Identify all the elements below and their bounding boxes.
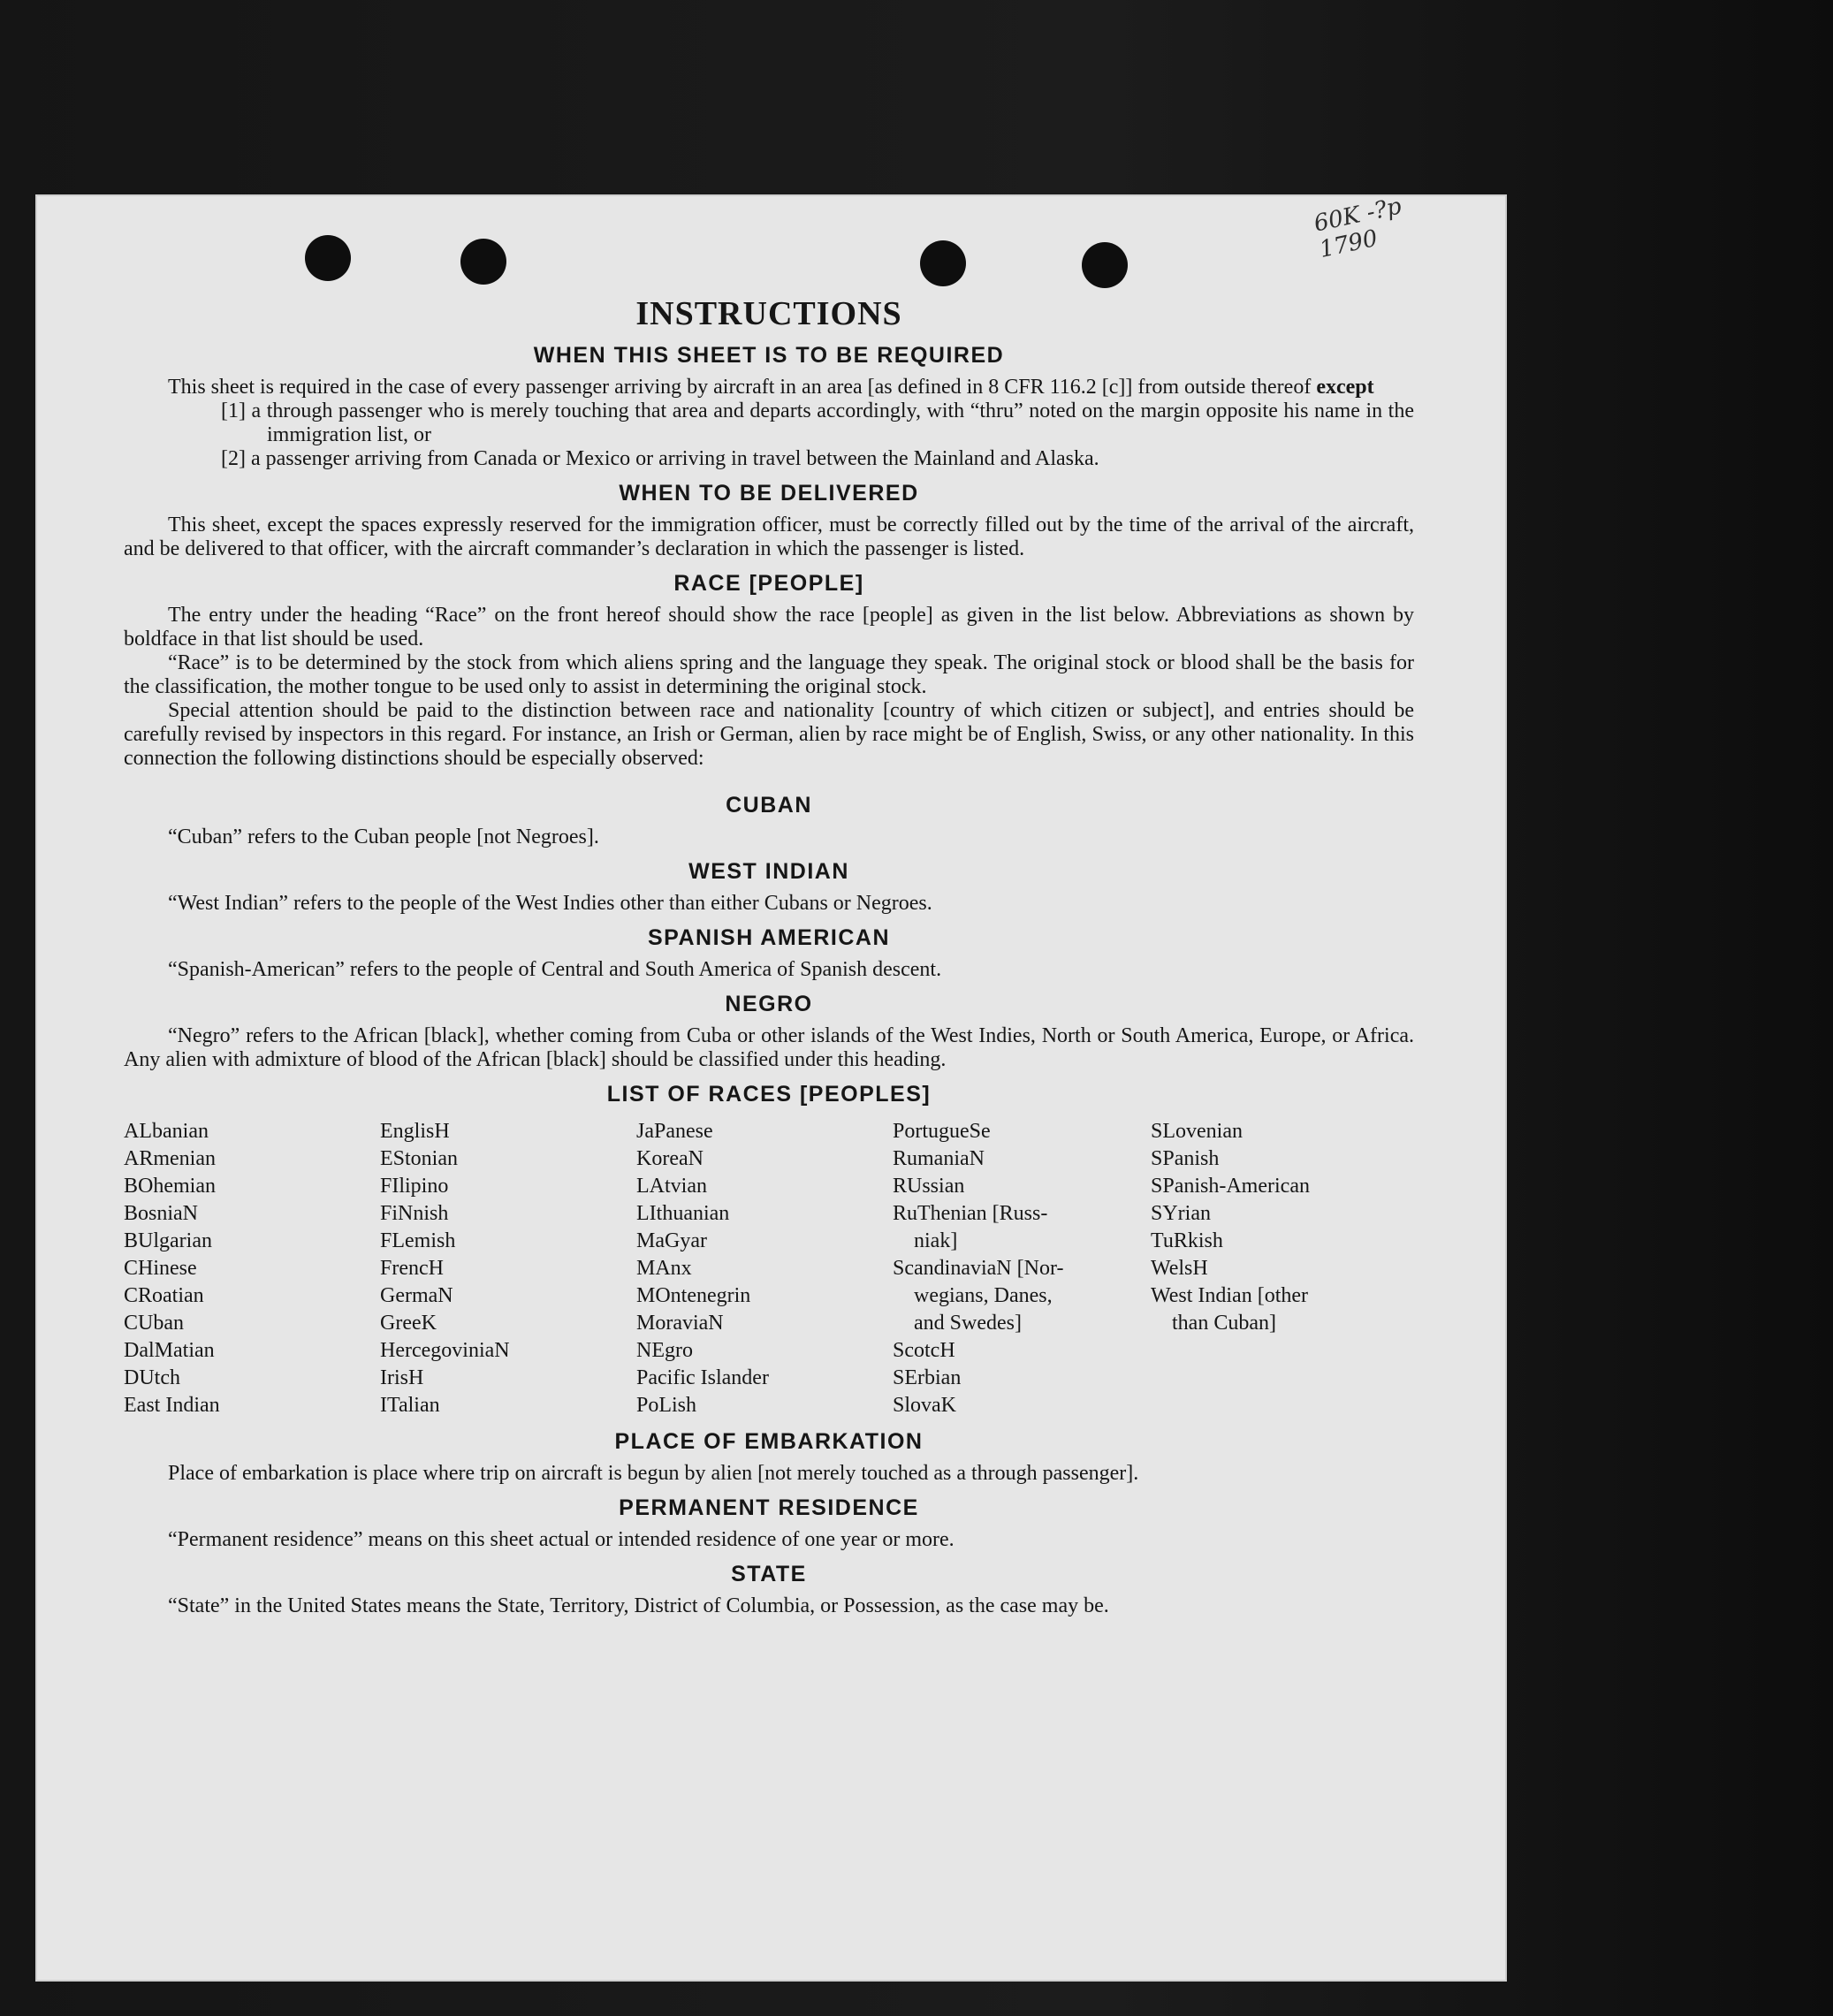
race-entry: BosniaN (124, 1202, 198, 1225)
race-entry: BOhemian (124, 1175, 216, 1198)
section-heading-residence: PERMANENT RESIDENCE (619, 1495, 919, 1520)
residence-text: “Permanent residence” means on this sheet actual or intended residence of one year or more. (168, 1528, 955, 1551)
race-entry: TuRkish (1151, 1229, 1223, 1252)
race-entry: HercegoviniaN (380, 1339, 510, 1362)
races-column-2 (380, 1118, 636, 1419)
required-intro (124, 376, 1414, 399)
section-heading-race: RACE [PEOPLE] (673, 571, 864, 596)
race-entry: CRoatian (124, 1284, 204, 1307)
races-column-3 (636, 1118, 893, 1419)
race-entry: FiNnish (380, 1202, 449, 1225)
race-entry: FrencH (380, 1257, 444, 1280)
race-paragraph-2: “Race” is to be determined by the stock from which aliens spring and the language they speak. The original stock or blood shall be the basis for the classification, the mother tongue to be used only to assist in determining the original stock. (124, 651, 1414, 698)
race-entry: MoraviaN (636, 1312, 724, 1335)
race-entry: NEgro (636, 1339, 693, 1362)
delivered-text: This sheet, except the spaces expressly reserved for the immigration officer, must be correctly filled out by the time of the arrival of the aircraft, and be delivered to that officer, with the aircraft commander’s declaration in which the passenger is listed. (124, 514, 1414, 560)
race-entry: RuThenian [Russ- (893, 1202, 1048, 1225)
punch-hole (460, 239, 506, 285)
punch-hole (920, 240, 966, 286)
race-entry: ITalian (380, 1394, 440, 1417)
race-entry: SPanish-American (1151, 1175, 1310, 1198)
race-entry: FLemish (380, 1229, 456, 1252)
races-column-1 (124, 1118, 380, 1419)
section-heading-cuban: CUBAN (726, 793, 812, 818)
negro-text: “Negro” refers to the African [black], whether coming from Cuba or other islands of the West Indies, North or South America, Europe, or Africa. Any alien with admixture of blood of the African [black] should be classified under this heading. (124, 1024, 1414, 1071)
section-heading-embarkation: PLACE OF EMBARKATION (614, 1429, 924, 1454)
races-list (124, 1118, 1414, 1419)
section-heading-required: WHEN THIS SHEET IS TO BE REQUIRED (533, 343, 1005, 368)
race-entry: SlovaK (893, 1394, 956, 1417)
race-entry: DUtch (124, 1366, 180, 1389)
race-entry: SYrian (1151, 1202, 1211, 1225)
section-heading-delivered: WHEN TO BE DELIVERED (619, 481, 919, 506)
race-entry: SLovenian (1151, 1120, 1243, 1143)
race-entry: ARmenian (124, 1147, 216, 1170)
required-intro-except: except (1311, 376, 1374, 399)
race-entry: KoreaN (636, 1147, 704, 1170)
race-entry: ALbanian (124, 1120, 209, 1143)
race-entry: Pacific Islander (636, 1366, 769, 1389)
race-entry: PoLish (636, 1394, 697, 1417)
race-paragraph-1: The entry under the heading “Race” on the front hereof should show the race [people] as given in the list below. Abbreviations as shown by boldface in that list should be used. (124, 604, 1414, 650)
section-heading-negro: NEGRO (725, 992, 813, 1016)
section-heading-list-of-races: LIST OF RACES [PEOPLES] (606, 1082, 932, 1107)
west-indian-text: “West Indian” refers to the people of the West Indies other than either Cubans or Negroes. (168, 892, 932, 915)
race-entry: GermaN (380, 1284, 453, 1307)
race-entry: RumaniaN (893, 1147, 985, 1170)
required-intro-text: This sheet is required in the case of every passenger arriving by aircraft in an area [as defined in 8 CFR 116.2 [c]] from outside thereof (168, 376, 1312, 399)
race-entry-continued: than Cuban] (1172, 1312, 1276, 1335)
race-entry: LIthuanian (636, 1202, 730, 1225)
race-entry: BUlgarian (124, 1229, 212, 1252)
handwritten-margin-note: 60K -?p 1790 (1312, 193, 1404, 263)
race-entry-continued: niak] (914, 1229, 958, 1252)
race-entry: CUban (124, 1312, 184, 1335)
race-entry: IrisH (380, 1366, 424, 1389)
race-entry: FIlipino (380, 1175, 449, 1198)
race-entry: CHinese (124, 1257, 197, 1280)
race-entry: SPanish (1151, 1147, 1220, 1170)
race-entry: MAnx (636, 1257, 692, 1280)
instructions-text (124, 287, 1414, 1618)
race-entry: SErbian (893, 1366, 962, 1389)
race-entry: GreeK (380, 1312, 437, 1335)
race-entry: ScotcH (893, 1339, 955, 1362)
race-entry: MaGyar (636, 1229, 707, 1252)
race-entry-continued: wegians, Danes, (914, 1284, 1053, 1307)
punch-hole (1082, 242, 1128, 288)
race-entry-continued: and Swedes] (914, 1312, 1022, 1335)
races-column-4 (893, 1118, 1151, 1419)
punch-hole (305, 235, 351, 281)
section-heading-state: STATE (731, 1562, 807, 1586)
race-entry: LAtvian (636, 1175, 707, 1198)
race-entry: ScandinaviaN [Nor- (893, 1257, 1064, 1280)
race-entry: West Indian [other (1151, 1284, 1309, 1307)
race-entry: RUssian (893, 1175, 965, 1198)
state-text: “State” in the United States means the State, Territory, District of Columbia, or Possession, as the case may be. (168, 1594, 1109, 1617)
race-entry: EStonian (380, 1147, 458, 1170)
section-heading-spanish-american: SPANISH AMERICAN (647, 925, 890, 950)
race-entry: JaPanese (636, 1120, 713, 1143)
required-item-2: [2] a passenger arriving from Canada or Mexico or arriving in travel between the Mainland and Alaska. (221, 447, 1099, 470)
embarkation-text: Place of embarkation is place where trip on aircraft is begun by alien [not merely touched as a through passenger]. (168, 1462, 1139, 1485)
race-entry: East Indian (124, 1394, 220, 1417)
race-entry: WelsH (1151, 1257, 1208, 1280)
race-entry: PortugueSe (893, 1120, 991, 1143)
races-column-5 (1151, 1118, 1414, 1419)
page-title: INSTRUCTIONS (635, 295, 902, 332)
cuban-text: “Cuban” refers to the Cuban people [not Negroes]. (168, 825, 599, 848)
race-entry: MOntenegrin (636, 1284, 751, 1307)
spanish-american-text: “Spanish-American” refers to the people of Central and South America of Spanish descent. (168, 958, 942, 981)
race-entry: DalMatian (124, 1339, 215, 1362)
race-entry: EnglisH (380, 1120, 450, 1143)
required-item-1: [1] a through passenger who is merely touching that area and departs accordingly, with “thru” noted on the margin opposite his name in the immigration list, or (221, 399, 1414, 446)
section-heading-west-indian: WEST INDIAN (688, 859, 849, 884)
race-paragraph-3: Special attention should be paid to the distinction between race and nationality [country of which citizen or subject], and entries should be carefully revised by inspectors in this regard. For instance, an Irish or German, alien by race might be of English, Swiss, or any other nationality. In this connection the following distinctions should be especially observed: (124, 699, 1414, 770)
